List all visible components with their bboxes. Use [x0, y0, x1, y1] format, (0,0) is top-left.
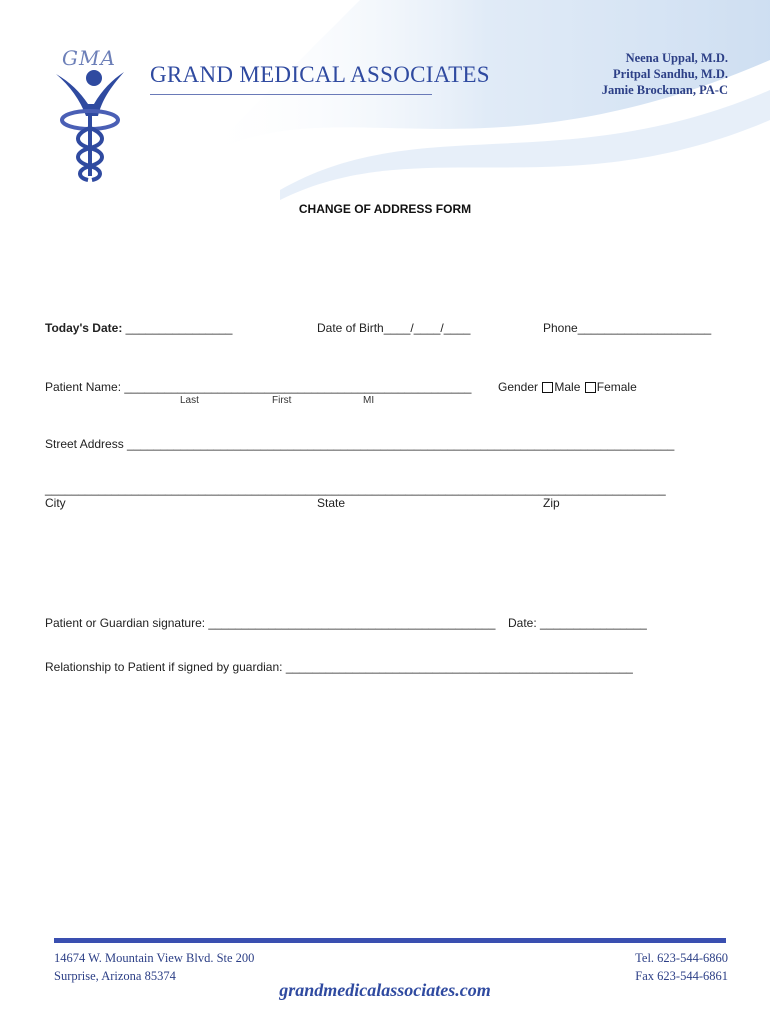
name-part-first: First — [272, 395, 292, 406]
logo-monogram: GMA — [62, 46, 116, 70]
signature-date-field[interactable]: Date: ________________ — [508, 616, 647, 630]
name-part-last: Last — [180, 395, 199, 406]
doctor-name: Jamie Brockman, PA-C — [601, 83, 728, 97]
doctor-list — [602, 50, 728, 98]
todays-date-field[interactable] — [45, 321, 232, 335]
brand-underline — [150, 94, 432, 95]
gender-field — [498, 380, 637, 394]
female-label: Female — [596, 380, 637, 394]
state-label: State — [317, 496, 346, 510]
telephone: Tel. 623-544-6860 — [635, 951, 728, 965]
todays-date-label: Today's Date: — [45, 321, 123, 335]
todays-date-blank: ________________ — [122, 321, 233, 335]
doctor-name: Neena Uppal, M.D. — [625, 51, 728, 65]
relationship-field[interactable]: Relationship to Patient if signed by guardian: ____________________________________________________ — [45, 660, 633, 674]
fax: Fax 623-544-6861 — [635, 969, 728, 983]
city-label: City — [45, 496, 66, 510]
doctor-name: Pritpal Sandhu, M.D. — [613, 67, 728, 81]
phone-field[interactable]: Phone____________________ — [543, 321, 712, 335]
zip-label: Zip — [543, 496, 560, 510]
patient-name-field[interactable]: Patient Name: ____________________________________________________ — [45, 380, 472, 394]
footer-divider — [54, 938, 726, 943]
female-checkbox[interactable] — [585, 382, 596, 393]
address-line-2: Surprise, Arizona 85374 — [54, 969, 176, 983]
male-label: Male — [554, 380, 581, 394]
date-of-birth-field[interactable]: Date of Birth____/____/____ — [317, 321, 471, 335]
form-title: CHANGE OF ADDRESS FORM — [298, 202, 472, 216]
name-part-mi: MI — [363, 395, 375, 406]
street-address-field[interactable]: Street Address __________________________________________________________________________________ — [45, 437, 675, 451]
website-link[interactable]: grandmedicalassociates.com — [279, 980, 491, 1000]
brand-name: GRAND MEDICAL ASSOCIATES — [150, 62, 490, 87]
gender-label: Gender — [498, 380, 539, 394]
caduceus-icon — [44, 44, 134, 184]
address-line-1: 14674 W. Mountain View Blvd. Ste 200 — [54, 951, 255, 965]
city-state-zip-line[interactable]: _____________________________________________________________________________________________ — [45, 482, 666, 496]
male-checkbox[interactable] — [542, 382, 553, 393]
signature-field[interactable]: Patient or Guardian signature: ___________________________________________ — [45, 616, 496, 630]
